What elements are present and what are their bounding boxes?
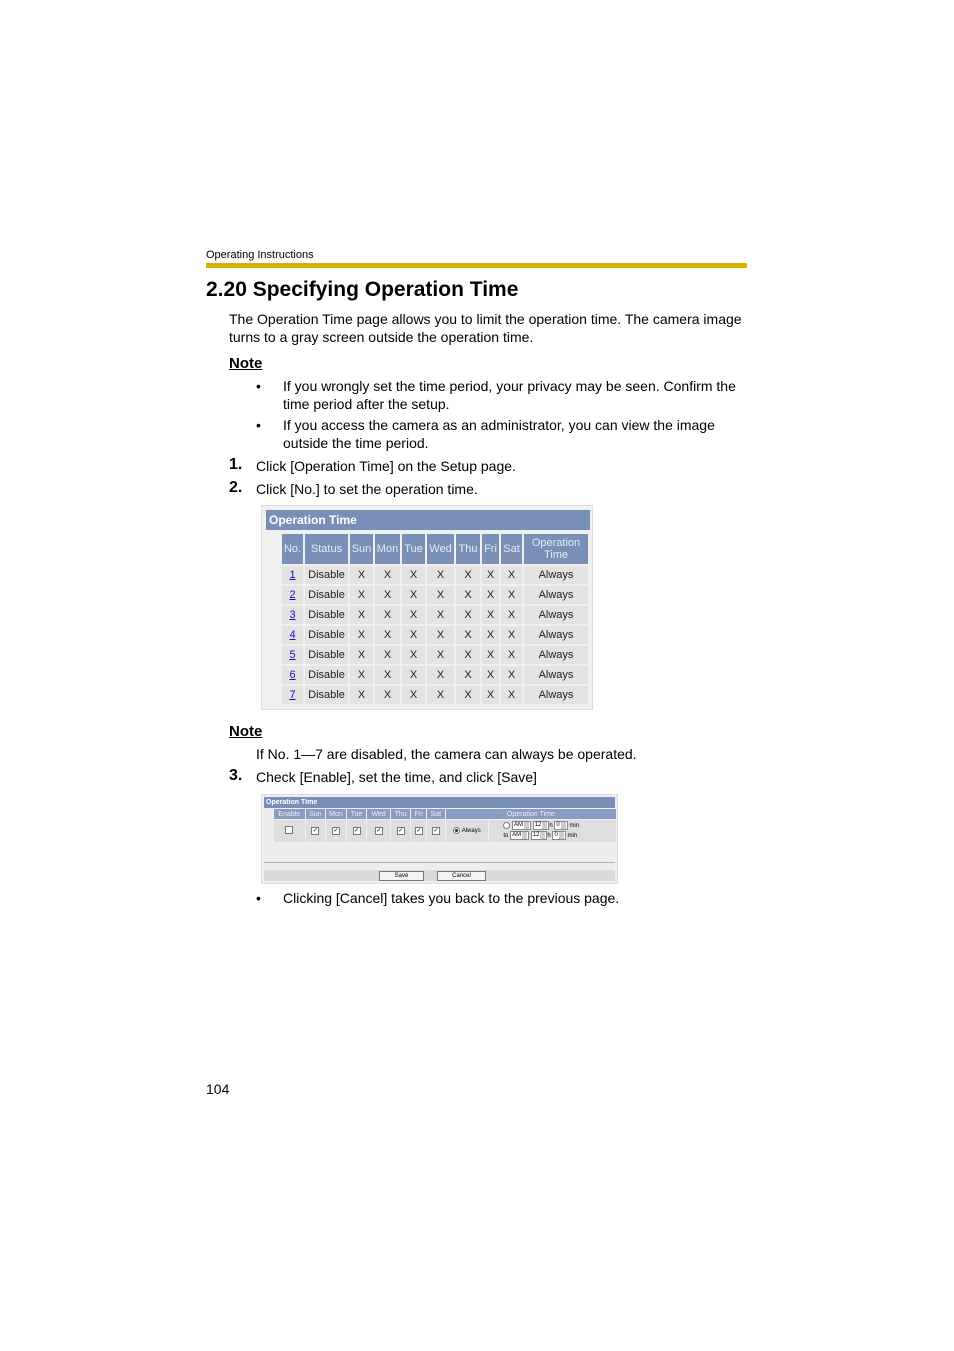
col-fri: Fri — [482, 534, 499, 564]
cell-operation-time: Always — [524, 566, 588, 584]
bullet-marker: • — [256, 890, 261, 906]
cell-status: Disable — [305, 686, 348, 704]
cell-sat: X — [501, 666, 522, 684]
min-unit: min — [569, 823, 580, 829]
col-thu: Thu — [456, 534, 480, 564]
cell-sat: X — [501, 646, 522, 664]
panel-title: Operation Time — [266, 510, 590, 530]
note-item-1-line-1: If you wrongly set the time period, your privacy may be seen. Confirm the — [283, 378, 736, 394]
cell-wed: X — [427, 626, 454, 644]
row-number-link[interactable]: 1 — [289, 569, 296, 581]
row-number-link[interactable]: 7 — [289, 689, 296, 701]
operation-time-edit-screenshot — [261, 794, 618, 884]
cell-status: Disable — [305, 606, 348, 624]
h-unit: h — [549, 823, 553, 829]
tue-checkbox[interactable]: ✓ — [354, 828, 360, 834]
cell-thu: X — [456, 586, 480, 604]
cell-wed: X — [427, 666, 454, 684]
note-item-1 — [283, 377, 736, 413]
wed-cell — [367, 820, 390, 842]
cell-wed: X — [427, 606, 454, 624]
col-mon: Mon — [375, 534, 400, 564]
cell-mon: X — [375, 626, 400, 644]
button-bar — [264, 870, 615, 881]
row-number-link[interactable]: 4 — [289, 629, 296, 641]
min-unit: min — [567, 833, 578, 840]
col-tue: Tue — [347, 809, 367, 819]
thu-checkbox[interactable]: ✓ — [398, 828, 404, 834]
always-label: Always — [461, 828, 481, 835]
cell-sat: X — [501, 586, 522, 604]
cell-no — [282, 566, 303, 584]
cell-wed: X — [427, 646, 454, 664]
intro-line-2: turns to a gray screen outside the operation time. — [229, 328, 534, 345]
dropdown-arrow-icon — [524, 822, 529, 829]
cell-tue: X — [402, 566, 425, 584]
bullet-marker: • — [256, 378, 261, 394]
to-hour-select[interactable] — [531, 831, 551, 840]
cell-operation-time: Always — [524, 686, 588, 704]
cell-operation-time: Always — [524, 626, 588, 644]
intro-line-1: The Operation Time page allows you to limit the operation time. The camera image — [229, 311, 742, 327]
cell-fri: X — [482, 626, 499, 644]
to-ampm-select[interactable] — [510, 831, 529, 840]
cell-status: Disable — [305, 626, 348, 644]
table-row — [282, 606, 588, 624]
cell-mon: X — [375, 606, 400, 624]
mon-checkbox[interactable]: ✓ — [333, 828, 339, 834]
cell-fri: X — [482, 646, 499, 664]
sun-checkbox[interactable]: ✓ — [312, 828, 318, 834]
from-hour-select[interactable] — [533, 821, 553, 830]
col-no: No. — [282, 534, 303, 564]
cell-no — [282, 686, 303, 704]
col-operation-time-line-1: Operation — [531, 537, 581, 549]
cell-thu: X — [456, 686, 480, 704]
mon-cell — [326, 820, 346, 842]
col-tue: Tue — [402, 534, 425, 564]
cell-sun: X — [350, 626, 373, 644]
col-operation-time: Operation Time — [446, 809, 616, 819]
row-number-link[interactable]: 2 — [289, 589, 296, 601]
cell-status: Disable — [305, 666, 348, 684]
running-header: Operating Instructions — [206, 249, 314, 261]
step-text: Check [Enable], set the time, and click [Save] — [256, 769, 537, 785]
cell-fri: X — [482, 606, 499, 624]
table-row — [282, 686, 588, 704]
to-hour-value: 12 — [532, 832, 540, 838]
cell-sat: X — [501, 566, 522, 584]
cell-fri: X — [482, 686, 499, 704]
sat-cell — [427, 820, 445, 842]
col-fri: Fri — [411, 809, 426, 819]
cell-sun: X — [350, 586, 373, 604]
cell-wed: X — [427, 686, 454, 704]
cell-wed: X — [427, 566, 454, 584]
col-wed: Wed — [427, 534, 454, 564]
step-number: 1. — [229, 456, 243, 473]
h-unit: h — [547, 833, 551, 840]
step-number: 3. — [229, 767, 243, 784]
cell-sun: X — [350, 666, 373, 684]
col-sun: Sun — [306, 809, 326, 819]
cell-operation-time: Always — [524, 646, 588, 664]
fri-checkbox[interactable]: ✓ — [416, 828, 422, 834]
cell-tue: X — [402, 686, 425, 704]
cell-tue: X — [402, 646, 425, 664]
cell-sat: X — [501, 606, 522, 624]
step-number: 2. — [229, 479, 243, 496]
col-mon: Mon — [326, 809, 346, 819]
cell-no — [282, 586, 303, 604]
time-from-row — [503, 821, 616, 831]
step-text: Click [Operation Time] on the Setup page. — [256, 458, 516, 474]
table-header-row — [282, 534, 588, 564]
wed-checkbox[interactable]: ✓ — [376, 828, 382, 834]
cell-sun: X — [350, 606, 373, 624]
table-row — [282, 586, 588, 604]
cell-mon: X — [375, 566, 400, 584]
col-sun: Sun — [350, 534, 373, 564]
cell-sat: X — [501, 626, 522, 644]
cancel-button[interactable]: Cancel — [437, 871, 486, 881]
note-item-2 — [283, 416, 715, 452]
always-cell — [446, 820, 489, 842]
page-number: 104 — [206, 1081, 230, 1097]
cell-no — [282, 666, 303, 684]
from-ampm-select[interactable] — [512, 821, 531, 830]
cell-mon: X — [375, 646, 400, 664]
dropdown-arrow-icon — [522, 832, 527, 839]
cell-thu: X — [456, 646, 480, 664]
cell-mon: X — [375, 666, 400, 684]
cell-status: Disable — [305, 586, 348, 604]
operation-time-list-screenshot — [261, 505, 593, 710]
cell-operation-time: Always — [524, 586, 588, 604]
time-range-cell — [489, 820, 616, 842]
cell-sat: X — [501, 686, 522, 704]
final-note: Clicking [Cancel] takes you back to the previous page. — [283, 890, 620, 906]
row-number-link[interactable]: 6 — [289, 669, 296, 681]
note-text: If No. 1—7 are disabled, the camera can always be operated. — [256, 746, 637, 762]
panel-title: Operation Time — [264, 797, 615, 808]
time-to-row — [503, 831, 616, 841]
dropdown-arrow-icon — [542, 822, 547, 829]
thu-cell — [391, 820, 411, 842]
note-item-1-line-2: time period after the setup. — [283, 396, 450, 412]
note-heading: Note — [229, 723, 263, 740]
cell-status: Disable — [305, 646, 348, 664]
cell-thu: X — [456, 666, 480, 684]
cell-operation-time: Always — [524, 666, 588, 684]
note-item-2-line-2: outside the time period. — [283, 435, 429, 451]
enable-checkbox[interactable] — [285, 826, 293, 834]
col-status: Status — [305, 534, 348, 564]
dropdown-arrow-icon — [540, 832, 545, 839]
always-radio[interactable] — [453, 827, 460, 834]
cell-sun: X — [350, 566, 373, 584]
row-number-link[interactable]: 5 — [289, 649, 296, 661]
operation-time-table — [280, 532, 590, 706]
time-range-radio[interactable] — [503, 822, 510, 829]
cell-fri: X — [482, 666, 499, 684]
row-number-link[interactable]: 3 — [289, 609, 296, 621]
to-minute-select[interactable] — [552, 831, 565, 840]
operation-time-rows — [282, 566, 588, 704]
cell-operation-time: Always — [524, 606, 588, 624]
to-label: to — [503, 833, 509, 840]
table-row — [282, 566, 588, 584]
from-ampm-value: AM — [514, 821, 524, 828]
table-row — [282, 666, 588, 684]
to-ampm-value: AM — [512, 832, 522, 838]
col-enable: Enable — [274, 809, 305, 819]
note-heading: Note — [229, 355, 263, 372]
cell-thu: X — [456, 626, 480, 644]
col-operation-time — [524, 534, 588, 564]
cell-no — [282, 606, 303, 624]
section-title: 2.20 Specifying Operation Time — [206, 278, 519, 301]
cell-no — [282, 626, 303, 644]
from-minute-select[interactable] — [554, 821, 567, 830]
cell-wed: X — [427, 586, 454, 604]
table-row — [282, 626, 588, 644]
col-thu: Thu — [391, 809, 411, 819]
col-sat: Sat — [427, 809, 445, 819]
step-text: Click [No.] to set the operation time. — [256, 481, 478, 497]
divider — [264, 862, 615, 863]
to-minute-value: 0 — [554, 832, 558, 838]
cell-tue: X — [402, 606, 425, 624]
cell-thu: X — [456, 566, 480, 584]
cell-tue: X — [402, 666, 425, 684]
col-wed: Wed — [367, 809, 390, 819]
cell-fri: X — [482, 566, 499, 584]
from-hour-value: 12 — [534, 821, 542, 828]
save-button[interactable]: Save — [379, 871, 424, 881]
cell-sun: X — [350, 646, 373, 664]
cell-mon: X — [375, 686, 400, 704]
cell-thu: X — [456, 606, 480, 624]
cell-fri: X — [482, 586, 499, 604]
dropdown-arrow-icon — [561, 822, 566, 829]
cell-tue: X — [402, 626, 425, 644]
cell-no — [282, 646, 303, 664]
cell-sun: X — [350, 686, 373, 704]
col-sat: Sat — [501, 534, 522, 564]
cell-status: Disable — [305, 566, 348, 584]
cell-mon: X — [375, 586, 400, 604]
sat-checkbox[interactable]: ✓ — [433, 828, 439, 834]
fri-cell — [411, 820, 426, 842]
col-operation-time-line-2: Time — [543, 549, 569, 561]
enable-cell — [274, 820, 305, 842]
intro-paragraph — [229, 311, 742, 346]
cell-tue: X — [402, 586, 425, 604]
from-minute-value: 0 — [556, 821, 560, 828]
header-rule — [206, 263, 747, 268]
dropdown-arrow-icon — [559, 832, 564, 839]
tue-cell — [347, 820, 367, 842]
bullet-marker: • — [256, 417, 261, 433]
edit-row — [274, 820, 616, 842]
edit-header-row — [274, 809, 616, 819]
note-item-2-line-1: If you access the camera as an administrator, you can view the image — [283, 417, 715, 433]
table-row — [282, 646, 588, 664]
sun-cell — [306, 820, 326, 842]
operation-time-edit-table — [273, 808, 617, 843]
